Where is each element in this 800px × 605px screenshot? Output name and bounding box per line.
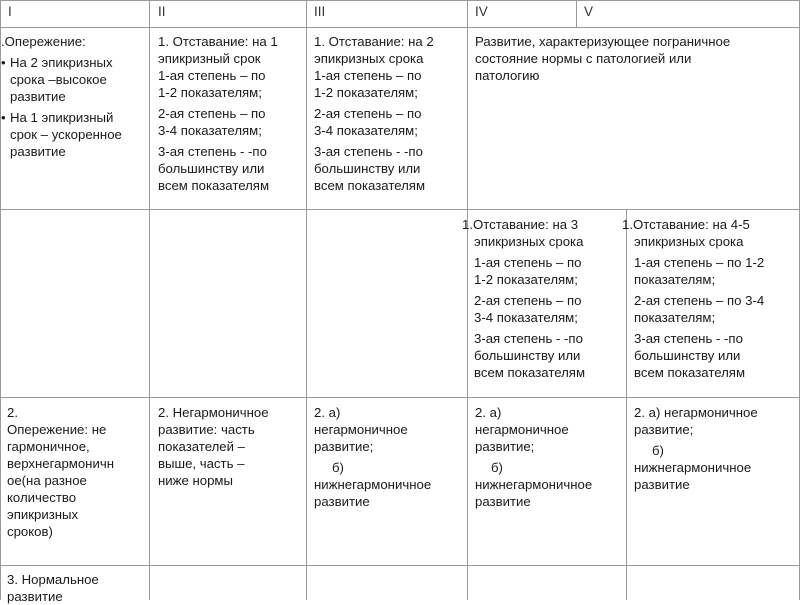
text-line: большинству или <box>158 161 265 176</box>
text-line: показателям; <box>634 272 716 287</box>
header-col-2: II <box>158 4 166 19</box>
text-line: нижнегармоничное <box>634 460 752 475</box>
text-line: 3-4 показателям; <box>314 123 418 138</box>
row-divider-1 <box>0 209 800 210</box>
text-line: ое(на разное <box>7 473 87 488</box>
text-line: эпикризных <box>7 507 79 522</box>
text-line: количество <box>7 490 77 505</box>
r2-c4-cell <box>462 216 585 381</box>
r1-c1-title: .Опережение: <box>1 34 86 49</box>
text-line: развитие <box>314 494 370 509</box>
text-line: всем показателям <box>314 178 426 193</box>
row-divider-3 <box>0 565 800 566</box>
row-divider-header <box>0 27 800 28</box>
r1-c1-bullet-2 <box>1 109 122 160</box>
text-line: 1-ая степень – по <box>474 255 582 270</box>
text-line: б) <box>652 443 664 458</box>
text-line: 2-ая степень – по <box>158 106 266 121</box>
text-line: б) <box>332 460 344 475</box>
text-line: 1.Отставание: на 3 <box>462 217 579 232</box>
text-line: развитие <box>10 144 66 159</box>
col-divider-5a <box>576 0 577 27</box>
col-divider-3 <box>306 0 307 600</box>
r3-c4-cell <box>475 404 592 510</box>
text-line: развитие <box>475 494 531 509</box>
text-line: 2-ая степень – по <box>474 293 582 308</box>
text-line: большинству или <box>634 348 741 363</box>
text-line: негармоничное <box>475 422 569 437</box>
r1-c3-cell <box>314 33 434 194</box>
text-line: развитие <box>634 477 690 492</box>
text-line: 1.Отставание: на 4-5 <box>622 217 750 232</box>
text-line: 2. а) <box>475 405 502 420</box>
text-line: большинству или <box>314 161 421 176</box>
text-line: 2-ая степень – по 3-4 <box>634 293 765 308</box>
text-line: 2. а) негармоничное <box>634 405 758 420</box>
col-divider-2 <box>149 0 150 600</box>
text-line: эпикризный срок <box>158 51 261 66</box>
table-border-top <box>0 0 800 1</box>
text-line: ниже нормы <box>158 473 233 488</box>
text-line: 1. Отставание: на 1 <box>158 34 278 49</box>
text-line: развитие <box>10 89 66 104</box>
text-line: б) <box>491 460 503 475</box>
text-line: сроков) <box>7 524 53 539</box>
text-line: выше, часть – <box>158 456 245 471</box>
r2-c5-cell <box>622 216 764 381</box>
text-line: 1-2 показателям; <box>474 272 578 287</box>
text-line: • На 2 эпикризных <box>10 55 113 70</box>
text-line: 2. Негармоничное <box>158 405 269 420</box>
text-line: 3-ая степень - -по <box>158 144 267 159</box>
text-line: всем показателям <box>634 365 746 380</box>
text-line: • На 1 эпикризный <box>10 110 114 125</box>
row-divider-2 <box>0 397 800 398</box>
text-line: 3-4 показателям; <box>158 123 262 138</box>
r3-c1-cell <box>7 404 114 540</box>
text-line: 1-2 показателям; <box>314 85 418 100</box>
text-line: 1-ая степень – по <box>158 68 266 83</box>
text-line: развитие <box>7 589 63 604</box>
text-line: развитие; <box>314 439 374 454</box>
text-line: срок – ускоренное <box>10 127 122 142</box>
r3-c5-cell <box>634 404 758 493</box>
r1-c2-cell <box>158 33 278 194</box>
text-line: эпикризных срока <box>634 234 744 249</box>
text-line: 3-ая степень - -по <box>474 331 583 346</box>
text-line: патологию <box>475 68 540 83</box>
text-line: 1-ая степень – по <box>314 68 422 83</box>
text-line: 1. Отставание: на 2 <box>314 34 434 49</box>
header-col-4: IV <box>475 4 488 19</box>
text-line: эпикризных срока <box>314 51 424 66</box>
text-line: Опережение: не <box>7 422 107 437</box>
text-line: большинству или <box>474 348 581 363</box>
text-line: негармоничное <box>314 422 408 437</box>
text-line: всем показателям <box>158 178 270 193</box>
text-line: показателям; <box>634 310 716 325</box>
text-line: 2. а) <box>314 405 341 420</box>
text-line: всем показателям <box>474 365 586 380</box>
text-line: развитие; <box>475 439 535 454</box>
r1-c1-bullet-1 <box>1 54 122 105</box>
text-line: нижнегармоничное <box>475 477 593 492</box>
text-line: 3-4 показателям; <box>474 310 578 325</box>
text-line: 3-ая степень - -по <box>314 144 423 159</box>
text-line: срока –высокое <box>10 72 107 87</box>
text-line: 3. Нормальное <box>7 572 99 587</box>
r1-c45-cell <box>475 33 730 84</box>
r1-c1-cell <box>1 33 122 160</box>
header-col-3: III <box>314 4 326 19</box>
text-line: Развитие, характеризующее пограничное <box>475 34 731 49</box>
text-line: 2. <box>7 405 18 420</box>
text-line: верхнегармоничн <box>7 456 114 471</box>
text-line: развитие; <box>634 422 694 437</box>
text-line: показателей – <box>158 439 245 454</box>
text-line: гармоничное, <box>7 439 90 454</box>
header-col-5: V <box>584 4 594 19</box>
text-line: нижнегармоничное <box>314 477 432 492</box>
text-line: развитие: часть <box>158 422 255 437</box>
r3-c2-cell <box>158 404 269 489</box>
header-col-1: I <box>8 4 12 19</box>
text-line: эпикризных срока <box>474 234 584 249</box>
text-line: состояние нормы с патологией или <box>475 51 692 66</box>
text-line: 3-ая степень - -по <box>634 331 743 346</box>
text-line: 2-ая степень – по <box>314 106 422 121</box>
text-line: 1-ая степень – по 1-2 <box>634 255 765 270</box>
r3-c3-cell <box>314 404 431 510</box>
text-line: 1-2 показателям; <box>158 85 262 100</box>
